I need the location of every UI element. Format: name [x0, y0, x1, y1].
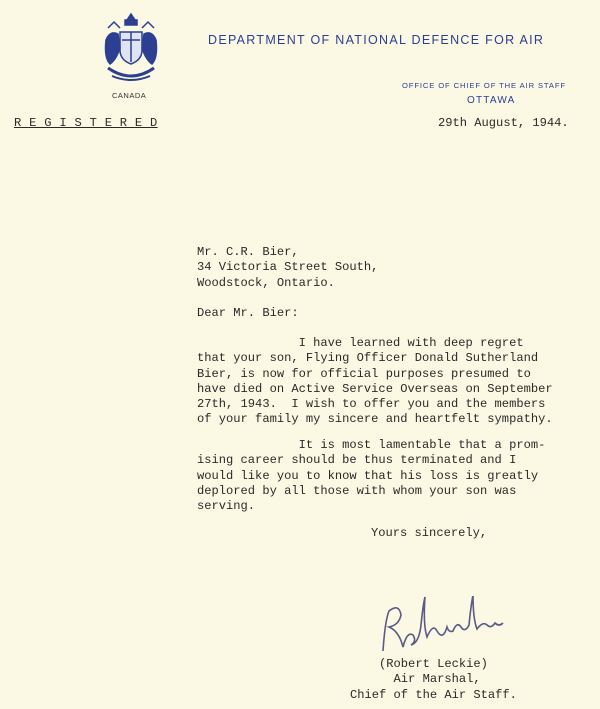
body-line: It is most lamentable that a prom-: [197, 438, 546, 452]
registered-marking: R E G I S T E R E D: [14, 116, 158, 130]
salutation: Dear Mr. Bier:: [197, 306, 299, 320]
handwritten-signature: [375, 596, 535, 656]
body-line: deplored by all those with whom your son was: [197, 483, 517, 498]
office-heading: OFFICE OF CHIEF OF THE AIR STAFF: [402, 81, 566, 90]
city-heading: OTTAWA: [467, 95, 516, 106]
department-heading: DEPARTMENT OF NATIONAL DEFENCE FOR AIR: [208, 33, 545, 47]
body-paragraph: [197, 336, 553, 428]
body-line: would like you to know that his loss is greatly: [197, 468, 539, 483]
signature-block: [350, 657, 517, 703]
body-line: ising career should be thus terminated and I: [197, 453, 517, 468]
crest-caption: CANADA: [112, 91, 147, 100]
body-line: I have learned with deep regret: [197, 336, 524, 350]
body-line: have died on Active Service Overseas on September: [197, 381, 553, 396]
body-line: that your son, Flying Officer Donald Sutherland: [197, 351, 539, 366]
body-paragraph: [197, 438, 545, 514]
recipient-address: [197, 245, 378, 291]
body-line: 27th, 1943. I wish to offer you and the members: [197, 397, 546, 412]
address-line: Mr. C.R. Bier,: [197, 245, 299, 259]
body-line: of your family my sincere and heartfelt sympathy.: [197, 412, 553, 427]
canada-coat-of-arms-crest: [100, 10, 162, 86]
signatory-title: Chief of the Air Staff.: [350, 687, 517, 702]
address-line: Woodstock, Ontario.: [197, 275, 335, 290]
closing: Yours sincerely,: [371, 526, 488, 540]
address-line: 34 Victoria Street South,: [197, 260, 379, 275]
signatory-name: (Robert Leckie): [350, 657, 488, 671]
signatory-rank: Air Marshal,: [350, 672, 481, 687]
body-line: Bier, is now for official purposes presumed to: [197, 366, 531, 381]
body-line: serving.: [197, 499, 256, 514]
letter-date: 29th August, 1944.: [438, 116, 569, 130]
